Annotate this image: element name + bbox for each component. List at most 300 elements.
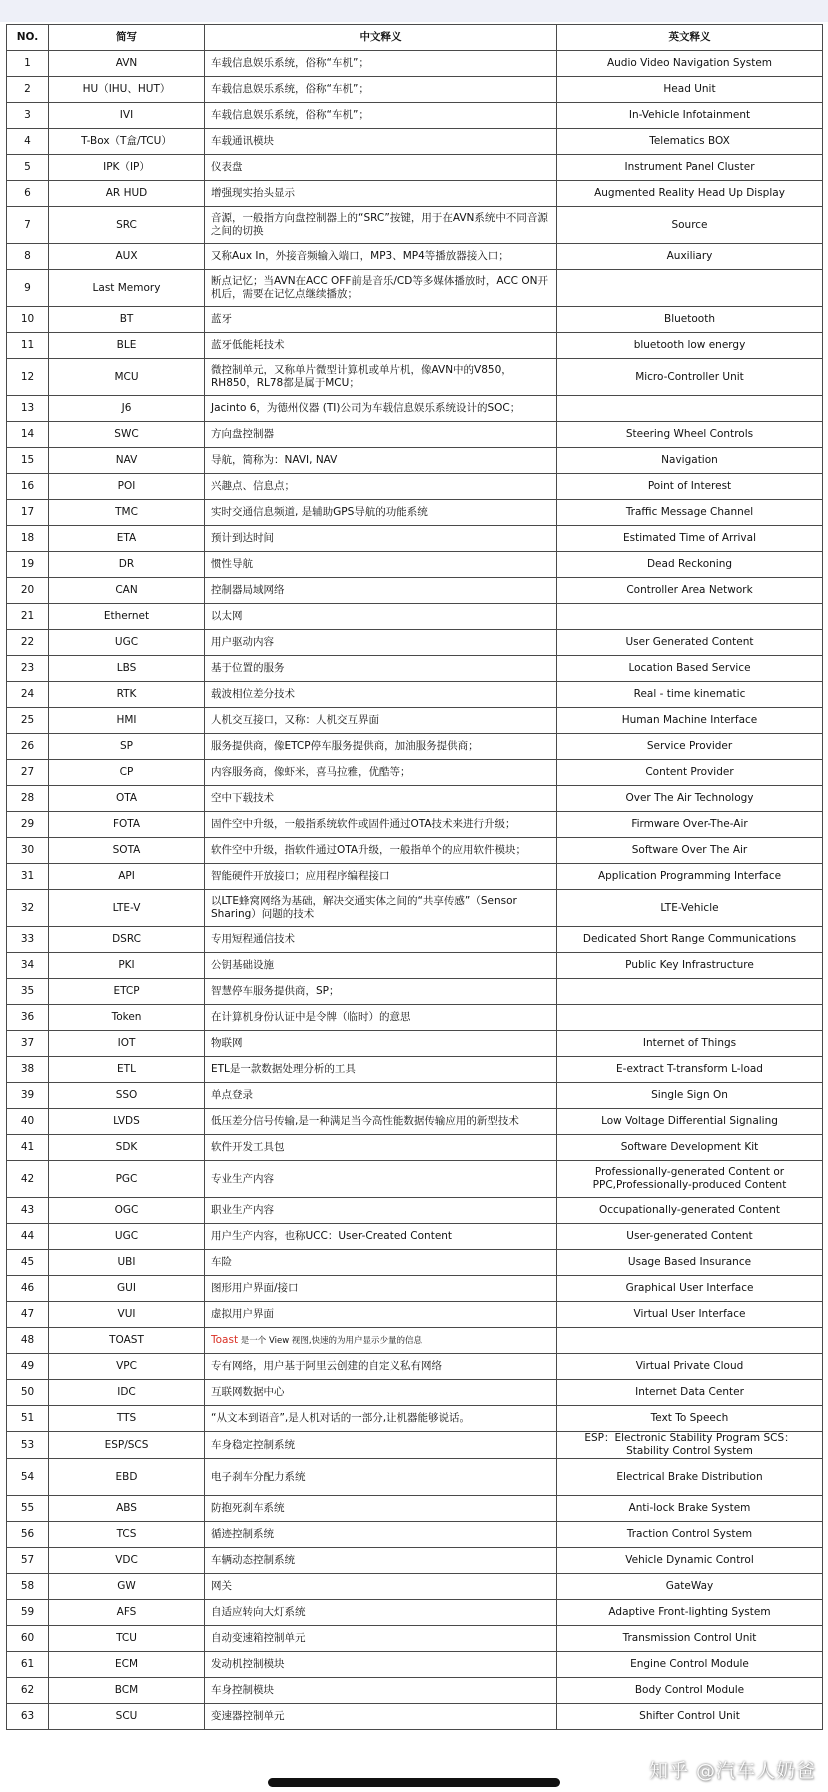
abbreviation-cell: AVN — [49, 51, 205, 77]
row-number-cell: 16 — [7, 474, 49, 500]
table-row — [7, 1161, 823, 1198]
row-number-cell: 50 — [7, 1380, 49, 1406]
chinese-definition-cell: 发动机控制模块 — [205, 1652, 557, 1678]
chinese-definition-cell: 互联网数据中心 — [205, 1380, 557, 1406]
table-row — [7, 129, 823, 155]
chinese-definition-cell: 循迹控制系统 — [205, 1522, 557, 1548]
table-row — [7, 890, 823, 927]
row-number-cell: 63 — [7, 1704, 49, 1730]
table-row — [7, 1083, 823, 1109]
table-row — [7, 526, 823, 552]
row-number-cell: 45 — [7, 1250, 49, 1276]
abbreviation-cell: AR HUD — [49, 181, 205, 207]
header-zh: 中文释义 — [205, 25, 557, 51]
table-row — [7, 1652, 823, 1678]
english-definition-cell: Software Development Kit — [557, 1135, 823, 1161]
english-definition-cell: Electrical Brake Distribution — [557, 1459, 823, 1496]
chinese-definition-cell: 单点登录 — [205, 1083, 557, 1109]
english-definition-cell: GateWay — [557, 1574, 823, 1600]
english-definition-cell: Text To Speech — [557, 1406, 823, 1432]
row-number-cell: 47 — [7, 1302, 49, 1328]
row-number-cell: 6 — [7, 181, 49, 207]
table-row — [7, 1250, 823, 1276]
chinese-definition-cell: 用户驱动内容 — [205, 630, 557, 656]
abbreviation-cell: RTK — [49, 682, 205, 708]
chinese-definition-cell: 蓝牙低能耗技术 — [205, 333, 557, 359]
chinese-definition-cell: 车载信息娱乐系统，俗称“车机”； — [205, 77, 557, 103]
table-row — [7, 927, 823, 953]
toast-term: Toast — [211, 1333, 239, 1346]
table-row — [7, 656, 823, 682]
abbreviation-cell: BCM — [49, 1678, 205, 1704]
english-definition-cell: Steering Wheel Controls — [557, 422, 823, 448]
chinese-definition-cell: “从文本到语音”,是人机对话的一部分,让机器能够说话。 — [205, 1406, 557, 1432]
abbreviation-cell: OTA — [49, 786, 205, 812]
row-number-cell: 46 — [7, 1276, 49, 1302]
row-number-cell: 39 — [7, 1083, 49, 1109]
english-definition-cell: Software Over The Air — [557, 838, 823, 864]
chinese-definition-cell: 音源，一般指方向盘控制器上的“SRC”按键，用于在AVN系统中不同音源之间的切换 — [205, 207, 557, 244]
chinese-definition-cell: 又称Aux In，外接音频输入端口，MP3、MP4等播放器接入口； — [205, 244, 557, 270]
row-number-cell: 34 — [7, 953, 49, 979]
row-number-cell: 37 — [7, 1031, 49, 1057]
table-row — [7, 1302, 823, 1328]
chinese-definition-cell: 软件开发工具包 — [205, 1135, 557, 1161]
table-header-row — [7, 25, 823, 51]
abbreviation-cell: UGC — [49, 630, 205, 656]
english-definition-cell: Shifter Control Unit — [557, 1704, 823, 1730]
row-number-cell: 21 — [7, 604, 49, 630]
row-number-cell: 3 — [7, 103, 49, 129]
english-definition-cell: Firmware Over-The-Air — [557, 812, 823, 838]
row-number-cell: 53 — [7, 1432, 49, 1459]
english-definition-cell — [557, 1005, 823, 1031]
table-row — [7, 682, 823, 708]
english-definition-cell: Point of Interest — [557, 474, 823, 500]
english-definition-cell: Audio Video Navigation System — [557, 51, 823, 77]
abbreviation-cell: DSRC — [49, 927, 205, 953]
english-definition-cell: Engine Control Module — [557, 1652, 823, 1678]
row-number-cell: 24 — [7, 682, 49, 708]
row-number-cell: 25 — [7, 708, 49, 734]
table-row — [7, 359, 823, 396]
abbreviation-cell: ECM — [49, 1652, 205, 1678]
row-number-cell: 17 — [7, 500, 49, 526]
row-number-cell: 32 — [7, 890, 49, 927]
abbreviation-cell: SWC — [49, 422, 205, 448]
table-row — [7, 1135, 823, 1161]
abbreviation-cell: SDK — [49, 1135, 205, 1161]
english-definition-cell: E-extract T-transform L-load — [557, 1057, 823, 1083]
table-row — [7, 578, 823, 604]
english-definition-cell: Real - time kinematic — [557, 682, 823, 708]
chinese-definition-cell: 实时交通信息频道, 是辅助GPS导航的功能系统 — [205, 500, 557, 526]
english-definition-cell: Estimated Time of Arrival — [557, 526, 823, 552]
chinese-definition-cell: 以太网 — [205, 604, 557, 630]
row-number-cell: 31 — [7, 864, 49, 890]
header-no: NO. — [7, 25, 49, 51]
table-row — [7, 1574, 823, 1600]
chinese-definition-cell: 在计算机身份认证中是令牌（临时）的意思 — [205, 1005, 557, 1031]
table-row — [7, 396, 823, 422]
row-number-cell: 44 — [7, 1224, 49, 1250]
abbreviation-cell: SP — [49, 734, 205, 760]
abbreviation-cell: Token — [49, 1005, 205, 1031]
abbreviation-cell: FOTA — [49, 812, 205, 838]
abbreviation-cell: POI — [49, 474, 205, 500]
row-number-cell: 1 — [7, 51, 49, 77]
abbreviation-cell: SSO — [49, 1083, 205, 1109]
header-en: 英文释义 — [557, 25, 823, 51]
row-number-cell: 20 — [7, 578, 49, 604]
english-definition-cell: Location Based Service — [557, 656, 823, 682]
toast-description: 是一个 View 视图,快速的为用户显示少量的信息 — [238, 1335, 423, 1346]
abbreviation-cell: SCU — [49, 1704, 205, 1730]
table-row — [7, 1005, 823, 1031]
abbreviation-cell: Last Memory — [49, 270, 205, 307]
row-number-cell: 23 — [7, 656, 49, 682]
chinese-definition-cell: 电子刹车分配力系统 — [205, 1459, 557, 1496]
abbreviation-cell: VPC — [49, 1354, 205, 1380]
abbreviation-cell: ETCP — [49, 979, 205, 1005]
table-row — [7, 552, 823, 578]
table-row — [7, 1432, 823, 1459]
abbreviation-cell: VUI — [49, 1302, 205, 1328]
chinese-definition-cell: 车载信息娱乐系统，俗称“车机”； — [205, 51, 557, 77]
table-row — [7, 734, 823, 760]
abbreviation-cell: PKI — [49, 953, 205, 979]
chinese-definition-cell: 网关 — [205, 1574, 557, 1600]
row-number-cell: 38 — [7, 1057, 49, 1083]
english-definition-cell: Telematics BOX — [557, 129, 823, 155]
chinese-definition-cell: 惯性导航 — [205, 552, 557, 578]
abbreviation-cell: TCS — [49, 1522, 205, 1548]
abbreviation-cell: SRC — [49, 207, 205, 244]
english-definition-cell: Professionally-generated Content or PPC,Professionally-produced Content — [557, 1161, 823, 1198]
chinese-definition-cell: Jacinto 6，为德州仪器 (TI)公司为车载信息娱乐系统设计的SOC； — [205, 396, 557, 422]
english-definition-cell: User-generated Content — [557, 1224, 823, 1250]
chinese-definition-cell: 蓝牙 — [205, 307, 557, 333]
table-row — [7, 270, 823, 307]
english-definition-cell: Traction Control System — [557, 1522, 823, 1548]
abbreviation-cell: ETL — [49, 1057, 205, 1083]
english-definition-cell: Graphical User Interface — [557, 1276, 823, 1302]
english-definition-cell: Low Voltage Differential Signaling — [557, 1109, 823, 1135]
english-definition-cell: Auxiliary — [557, 244, 823, 270]
table-row — [7, 307, 823, 333]
row-number-cell: 40 — [7, 1109, 49, 1135]
chinese-definition-cell: 断点记忆；当AVN在ACC OFF前是音乐/CD等多媒体播放时，ACC ON开机后，需要在记忆点继续播放； — [205, 270, 557, 307]
abbreviation-cell: ABS — [49, 1496, 205, 1522]
table-row — [7, 103, 823, 129]
row-number-cell: 28 — [7, 786, 49, 812]
chinese-definition-cell: 低压差分信号传输,是一种满足当今高性能数据传输应用的新型技术 — [205, 1109, 557, 1135]
chinese-definition-cell: 用户生产内容，也称UCC：User-Created Content — [205, 1224, 557, 1250]
row-number-cell: 33 — [7, 927, 49, 953]
table-row — [7, 760, 823, 786]
table-row — [7, 979, 823, 1005]
table-row — [7, 448, 823, 474]
english-definition-cell — [557, 270, 823, 307]
english-definition-cell: Virtual Private Cloud — [557, 1354, 823, 1380]
table-row — [7, 207, 823, 244]
chinese-definition-cell: 仪表盘 — [205, 155, 557, 181]
row-number-cell: 49 — [7, 1354, 49, 1380]
english-definition-cell: Service Provider — [557, 734, 823, 760]
english-definition-cell: Dead Reckoning — [557, 552, 823, 578]
glossary-table — [6, 24, 823, 1730]
table-row — [7, 1224, 823, 1250]
table-row — [7, 77, 823, 103]
table-row — [7, 244, 823, 270]
row-number-cell: 42 — [7, 1161, 49, 1198]
english-definition-cell: ESP：Electronic Stability Program SCS：Stability Control System — [557, 1432, 823, 1459]
row-number-cell: 55 — [7, 1496, 49, 1522]
english-definition-cell: Occupationally-generated Content — [557, 1198, 823, 1224]
chinese-definition-cell: 车载通讯模块 — [205, 129, 557, 155]
english-definition-cell: Body Control Module — [557, 1678, 823, 1704]
abbreviation-cell: TOAST — [49, 1328, 205, 1354]
table-row — [7, 812, 823, 838]
row-number-cell: 51 — [7, 1406, 49, 1432]
chinese-definition-cell: 内容服务商，像虾米，喜马拉雅，优酷等； — [205, 760, 557, 786]
english-definition-cell: Instrument Panel Cluster — [557, 155, 823, 181]
abbreviation-cell: OGC — [49, 1198, 205, 1224]
chinese-definition-cell: 车身稳定控制系统 — [205, 1432, 557, 1459]
row-number-cell: 22 — [7, 630, 49, 656]
top-band — [0, 0, 828, 22]
english-definition-cell: Public Key Infrastructure — [557, 953, 823, 979]
abbreviation-cell: PGC — [49, 1161, 205, 1198]
abbreviation-cell: BLE — [49, 333, 205, 359]
row-number-cell: 14 — [7, 422, 49, 448]
english-definition-cell: Internet Data Center — [557, 1380, 823, 1406]
english-definition-cell: Application Programming Interface — [557, 864, 823, 890]
english-definition-cell: LTE-Vehicle — [557, 890, 823, 927]
chinese-definition-cell — [205, 1328, 557, 1354]
table-row — [7, 1380, 823, 1406]
chinese-definition-cell: 方向盘控制器 — [205, 422, 557, 448]
watermark: 知乎 @汽车人奶爸 — [648, 1760, 816, 1782]
row-number-cell: 29 — [7, 812, 49, 838]
table-row — [7, 474, 823, 500]
english-definition-cell: Internet of Things — [557, 1031, 823, 1057]
row-number-cell: 15 — [7, 448, 49, 474]
table-row — [7, 1109, 823, 1135]
row-number-cell: 7 — [7, 207, 49, 244]
row-number-cell: 30 — [7, 838, 49, 864]
row-number-cell: 9 — [7, 270, 49, 307]
abbreviation-cell: EBD — [49, 1459, 205, 1496]
english-definition-cell: Human Machine Interface — [557, 708, 823, 734]
table-row — [7, 1626, 823, 1652]
abbreviation-cell: IPK（IP） — [49, 155, 205, 181]
abbreviation-cell: DR — [49, 552, 205, 578]
english-definition-cell: Adaptive Front-lighting System — [557, 1600, 823, 1626]
chinese-definition-cell: 变速器控制单元 — [205, 1704, 557, 1730]
table-row — [7, 786, 823, 812]
table-row — [7, 422, 823, 448]
abbreviation-cell: J6 — [49, 396, 205, 422]
english-definition-cell — [557, 1328, 823, 1354]
chinese-definition-cell: 服务提供商，像ETCP停车服务提供商，加油服务提供商； — [205, 734, 557, 760]
table-row — [7, 1459, 823, 1496]
row-number-cell: 36 — [7, 1005, 49, 1031]
row-number-cell: 11 — [7, 333, 49, 359]
english-definition-cell: Transmission Control Unit — [557, 1626, 823, 1652]
row-number-cell: 27 — [7, 760, 49, 786]
abbreviation-cell: LVDS — [49, 1109, 205, 1135]
english-definition-cell: Dedicated Short Range Communications — [557, 927, 823, 953]
table-row — [7, 155, 823, 181]
english-definition-cell: Traffic Message Channel — [557, 500, 823, 526]
abbreviation-cell: AFS — [49, 1600, 205, 1626]
english-definition-cell: bluetooth low energy — [557, 333, 823, 359]
table-row — [7, 181, 823, 207]
chinese-definition-cell: 物联网 — [205, 1031, 557, 1057]
chinese-definition-cell: 车险 — [205, 1250, 557, 1276]
row-number-cell: 54 — [7, 1459, 49, 1496]
row-number-cell: 5 — [7, 155, 49, 181]
table-row — [7, 864, 823, 890]
row-number-cell: 48 — [7, 1328, 49, 1354]
table-row — [7, 1704, 823, 1730]
row-number-cell: 43 — [7, 1198, 49, 1224]
chinese-definition-cell: 自动变速箱控制单元 — [205, 1626, 557, 1652]
abbreviation-cell: LBS — [49, 656, 205, 682]
table-row — [7, 1522, 823, 1548]
table-row — [7, 1031, 823, 1057]
table-row — [7, 1496, 823, 1522]
abbreviation-cell: VDC — [49, 1548, 205, 1574]
row-number-cell: 18 — [7, 526, 49, 552]
table-row — [7, 333, 823, 359]
chinese-definition-cell: 预计到达时间 — [205, 526, 557, 552]
english-definition-cell: Controller Area Network — [557, 578, 823, 604]
row-number-cell: 58 — [7, 1574, 49, 1600]
english-definition-cell: Source — [557, 207, 823, 244]
chinese-definition-cell: 人机交互接口，又称：人机交互界面 — [205, 708, 557, 734]
row-number-cell: 13 — [7, 396, 49, 422]
abbreviation-cell: Ethernet — [49, 604, 205, 630]
english-definition-cell: Anti-lock Brake System — [557, 1496, 823, 1522]
english-definition-cell: In-Vehicle Infotainment — [557, 103, 823, 129]
row-number-cell: 4 — [7, 129, 49, 155]
chinese-definition-cell: 兴趣点、信息点； — [205, 474, 557, 500]
english-definition-cell: Virtual User Interface — [557, 1302, 823, 1328]
abbreviation-cell: TCU — [49, 1626, 205, 1652]
table-row — [7, 838, 823, 864]
abbreviation-cell: MCU — [49, 359, 205, 396]
table-row — [7, 51, 823, 77]
row-number-cell: 2 — [7, 77, 49, 103]
table-row — [7, 604, 823, 630]
chinese-definition-cell: 专有网络，用户基于阿里云创建的自定义私有网络 — [205, 1354, 557, 1380]
row-number-cell: 59 — [7, 1600, 49, 1626]
abbreviation-cell: CAN — [49, 578, 205, 604]
table-row — [7, 1406, 823, 1432]
chinese-definition-cell: 虚拟用户界面 — [205, 1302, 557, 1328]
row-number-cell: 10 — [7, 307, 49, 333]
abbreviation-cell: T-Box（T盒/TCU） — [49, 129, 205, 155]
english-definition-cell: Head Unit — [557, 77, 823, 103]
english-definition-cell: Bluetooth — [557, 307, 823, 333]
table-row — [7, 1276, 823, 1302]
abbreviation-cell: BT — [49, 307, 205, 333]
abbreviation-cell: GUI — [49, 1276, 205, 1302]
abbreviation-cell: TMC — [49, 500, 205, 526]
chinese-definition-cell: 软件空中升级，指软件通过OTA升级，一般指单个的应用软件模块； — [205, 838, 557, 864]
row-number-cell: 8 — [7, 244, 49, 270]
table-row — [7, 1678, 823, 1704]
abbreviation-cell: ETA — [49, 526, 205, 552]
row-number-cell: 19 — [7, 552, 49, 578]
table-row — [7, 500, 823, 526]
abbreviation-cell: CP — [49, 760, 205, 786]
table-row — [7, 1354, 823, 1380]
english-definition-cell: Micro-Controller Unit — [557, 359, 823, 396]
chinese-definition-cell: 专用短程通信技术 — [205, 927, 557, 953]
chinese-definition-cell: 职业生产内容 — [205, 1198, 557, 1224]
chinese-definition-cell: 图形用户界面/接口 — [205, 1276, 557, 1302]
abbreviation-cell: API — [49, 864, 205, 890]
chinese-definition-cell: 微控制单元，又称单片微型计算机或单片机，像AVN中的V850，RH850，RL78都是属于MCU； — [205, 359, 557, 396]
table-row — [7, 1057, 823, 1083]
english-definition-cell — [557, 396, 823, 422]
table-body — [7, 51, 823, 1730]
table-row — [7, 708, 823, 734]
chinese-definition-cell: 公钥基础设施 — [205, 953, 557, 979]
english-definition-cell: Usage Based Insurance — [557, 1250, 823, 1276]
english-definition-cell: User Generated Content — [557, 630, 823, 656]
abbreviation-cell: UBI — [49, 1250, 205, 1276]
table-row — [7, 953, 823, 979]
row-number-cell: 26 — [7, 734, 49, 760]
row-number-cell: 12 — [7, 359, 49, 396]
english-definition-cell: Augmented Reality Head Up Display — [557, 181, 823, 207]
chinese-definition-cell: 导航，简称为：NAVI, NAV — [205, 448, 557, 474]
chinese-definition-cell: 车身控制模块 — [205, 1678, 557, 1704]
chinese-definition-cell: 智能硬件开放接口；应用程序编程接口 — [205, 864, 557, 890]
row-number-cell: 57 — [7, 1548, 49, 1574]
chinese-definition-cell: ETL是一款数据处理分析的工具 — [205, 1057, 557, 1083]
home-indicator-bar — [268, 1778, 560, 1787]
table-row — [7, 1198, 823, 1224]
row-number-cell: 41 — [7, 1135, 49, 1161]
abbreviation-cell: IOT — [49, 1031, 205, 1057]
abbreviation-cell: HU（IHU、HUT） — [49, 77, 205, 103]
abbreviation-cell: NAV — [49, 448, 205, 474]
chinese-definition-cell: 专业生产内容 — [205, 1161, 557, 1198]
abbreviation-cell: GW — [49, 1574, 205, 1600]
chinese-definition-cell: 控制器局域网络 — [205, 578, 557, 604]
chinese-definition-cell: 以LTE蜂窝网络为基础，解决交通实体之间的“共享传感”（Sensor Sharing）问题的技术 — [205, 890, 557, 927]
chinese-definition-cell: 增强现实抬头显示 — [205, 181, 557, 207]
table-row — [7, 630, 823, 656]
abbreviation-cell: AUX — [49, 244, 205, 270]
row-number-cell: 61 — [7, 1652, 49, 1678]
abbreviation-cell: HMI — [49, 708, 205, 734]
chinese-definition-cell: 空中下载技术 — [205, 786, 557, 812]
header-abbr: 简写 — [49, 25, 205, 51]
english-definition-cell: Navigation — [557, 448, 823, 474]
english-definition-cell: Vehicle Dynamic Control — [557, 1548, 823, 1574]
abbreviation-cell: LTE-V — [49, 890, 205, 927]
table-row — [7, 1548, 823, 1574]
english-definition-cell: Single Sign On — [557, 1083, 823, 1109]
chinese-definition-cell: 固件空中升级，一般指系统软件或固件通过OTA技术来进行升级； — [205, 812, 557, 838]
row-number-cell: 60 — [7, 1626, 49, 1652]
